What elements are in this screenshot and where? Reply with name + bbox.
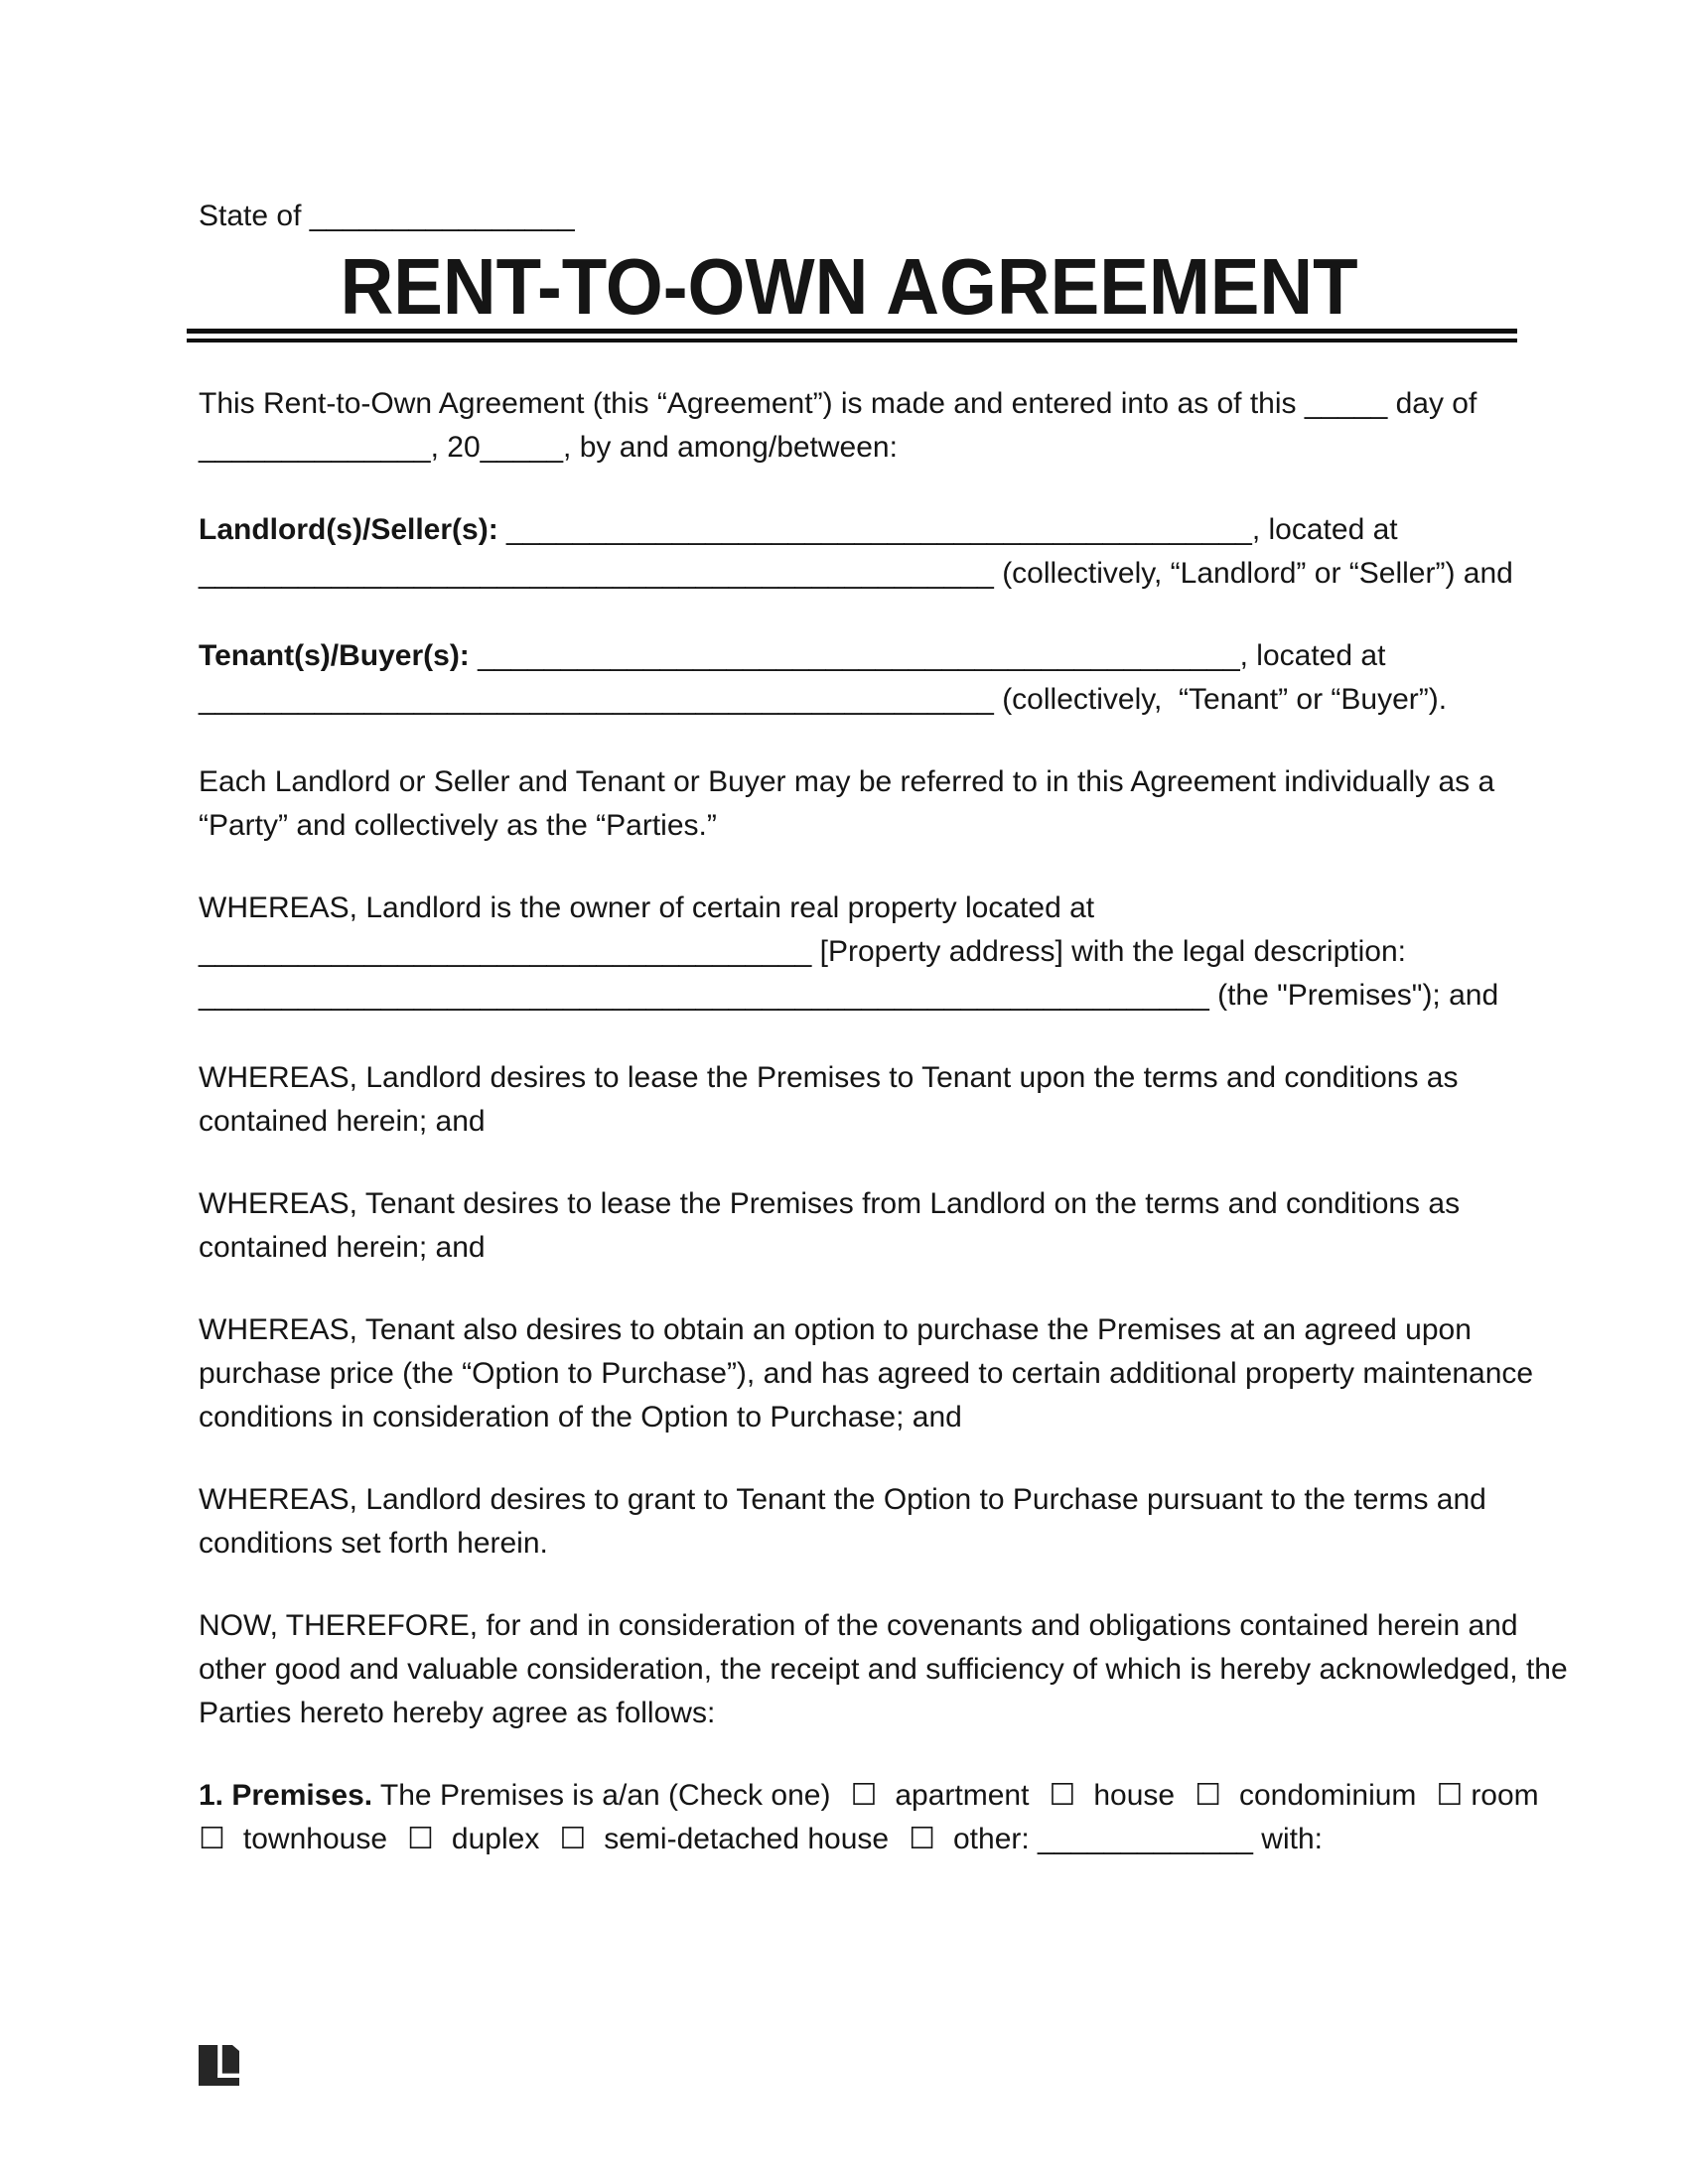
- landlord-paragraph: [199, 508, 1513, 596]
- checkbox-icon: ☐: [850, 1778, 878, 1813]
- legal-templates-logo: [199, 2045, 239, 2086]
- option-other: [909, 1823, 1030, 1855]
- page-title: RENT-TO-OWN AGREEMENT: [340, 242, 1358, 331]
- landlord-line-2: ________________________________________________ (collectively, “Landlord” or “Seller”) and: [199, 557, 1513, 590]
- parties-line-1: Each Landlord or Seller and Tenant or Buyer may be referred to in this Agreement individually as a: [199, 765, 1495, 798]
- now-therefore-line-2: other good and valuable consideration, the receipt and sufficiency of which is hereby acknowledged, the: [199, 1653, 1568, 1686]
- title-row: [199, 242, 1499, 331]
- document-content: [199, 195, 1568, 1900]
- intro-paragraph: [199, 382, 1499, 470]
- whereas-landlord-lease-paragraph: [199, 1056, 1499, 1144]
- whereas-grant-line-2: conditions set forth herein.: [199, 1527, 548, 1560]
- now-therefore-paragraph: [199, 1604, 1568, 1735]
- whereas-option-line-3: conditions in consideration of the Option to Purchase; and: [199, 1401, 962, 1433]
- option-other-label: other:: [953, 1823, 1030, 1855]
- option-semi-detached: [559, 1823, 889, 1855]
- tenant-label: Tenant(s)/Buyer(s):: [199, 639, 470, 672]
- tenant-line-1: [199, 634, 1499, 678]
- checkbox-icon: ☐: [1436, 1778, 1464, 1813]
- other-blank: _____________: [1029, 1823, 1253, 1855]
- whereas-owner-paragraph: [199, 887, 1499, 1018]
- option-house: [1049, 1779, 1175, 1812]
- option-room: [1436, 1779, 1538, 1812]
- option-townhouse-label: townhouse: [242, 1823, 388, 1855]
- option-semi-detached-label: semi-detached house: [604, 1823, 890, 1855]
- whereas-tenant-lease-line-2: contained herein; and: [199, 1231, 486, 1264]
- checkbox-icon: ☐: [909, 1822, 935, 1856]
- state-of-line: State of ________________: [199, 200, 575, 232]
- option-apartment-label: apartment: [895, 1779, 1030, 1812]
- whereas-grant-line-1: WHEREAS, Landlord desires to grant to Tenant the Option to Purchase pursuant to the terms and: [199, 1483, 1486, 1516]
- landlord-blank-located: _____________________________________________, located at: [497, 513, 1398, 546]
- tenant-line-2: ________________________________________________ (collectively, “Tenant” or “Buyer”).: [199, 683, 1448, 716]
- whereas-owner-line-1: WHEREAS, Landlord is the owner of certain real property located at: [199, 891, 1095, 924]
- checkbox-icon: ☐: [1049, 1778, 1076, 1813]
- intro-line-1: This Rent-to-Own Agreement (this “Agreement”) is made and entered into as of this _____ day of: [199, 387, 1477, 420]
- whereas-option-paragraph: [199, 1308, 1534, 1439]
- option-duplex-label: duplex: [451, 1823, 540, 1855]
- whereas-landlord-lease-line-2: contained herein; and: [199, 1105, 486, 1138]
- checkbox-icon: ☐: [1195, 1778, 1221, 1813]
- whereas-owner-line-2: _____________________________________ [Property address] with the legal description:: [199, 935, 1406, 968]
- whereas-tenant-lease-line-1: WHEREAS, Tenant desires to lease the Premises from Landlord on the terms and conditions as: [199, 1187, 1461, 1220]
- with-label: with:: [1252, 1823, 1323, 1855]
- checkbox-icon: ☐: [199, 1822, 225, 1856]
- option-house-label: house: [1093, 1779, 1176, 1812]
- premises-intro-text: The Premises is a/an (Check one): [372, 1779, 831, 1812]
- whereas-tenant-lease-paragraph: [199, 1182, 1499, 1270]
- intro-line-2: ______________, 20_____, by and among/between:: [199, 431, 898, 464]
- option-condominium: [1195, 1779, 1416, 1812]
- option-duplex: [407, 1823, 539, 1855]
- now-therefore-line-3: Parties hereto hereby agree as follows:: [199, 1697, 716, 1729]
- premises-section: [199, 1774, 1539, 1861]
- checkbox-icon: ☐: [559, 1822, 587, 1856]
- title-divider: [187, 329, 1517, 342]
- option-apartment: [850, 1779, 1029, 1812]
- whereas-grant-paragraph: [199, 1478, 1499, 1566]
- option-room-label: room: [1471, 1779, 1539, 1812]
- premises-line-2: [199, 1818, 1499, 1861]
- landlord-label: Landlord(s)/Seller(s):: [199, 513, 498, 546]
- premises-heading: 1. Premises.: [199, 1779, 373, 1812]
- parties-paragraph: [199, 760, 1499, 848]
- whereas-option-line-2: purchase price (the “Option to Purchase”), and has agreed to certain additional property maintenance: [199, 1357, 1534, 1390]
- landlord-line-1: [199, 508, 1499, 552]
- now-therefore-line-1: NOW, THEREFORE, for and in consideration of the covenants and obligations contained herein and: [199, 1609, 1518, 1642]
- whereas-owner-line-3: _____________________________________________________________ (the "Premises"); and: [199, 979, 1499, 1012]
- checkbox-icon: ☐: [407, 1822, 434, 1856]
- parties-line-2: “Party” and collectively as the “Parties.”: [199, 809, 717, 842]
- premises-line-1: [199, 1774, 1539, 1818]
- option-condominium-label: condominium: [1238, 1779, 1417, 1812]
- whereas-landlord-lease-line-1: WHEREAS, Landlord desires to lease the Premises to Tenant upon the terms and conditions as: [199, 1061, 1459, 1094]
- tenant-paragraph: [199, 634, 1499, 722]
- option-townhouse: [199, 1823, 387, 1855]
- tenant-blank-located: ______________________________________________, located at: [469, 639, 1386, 672]
- whereas-option-line-1: WHEREAS, Tenant also desires to obtain an option to purchase the Premises at an agreed upon: [199, 1313, 1472, 1346]
